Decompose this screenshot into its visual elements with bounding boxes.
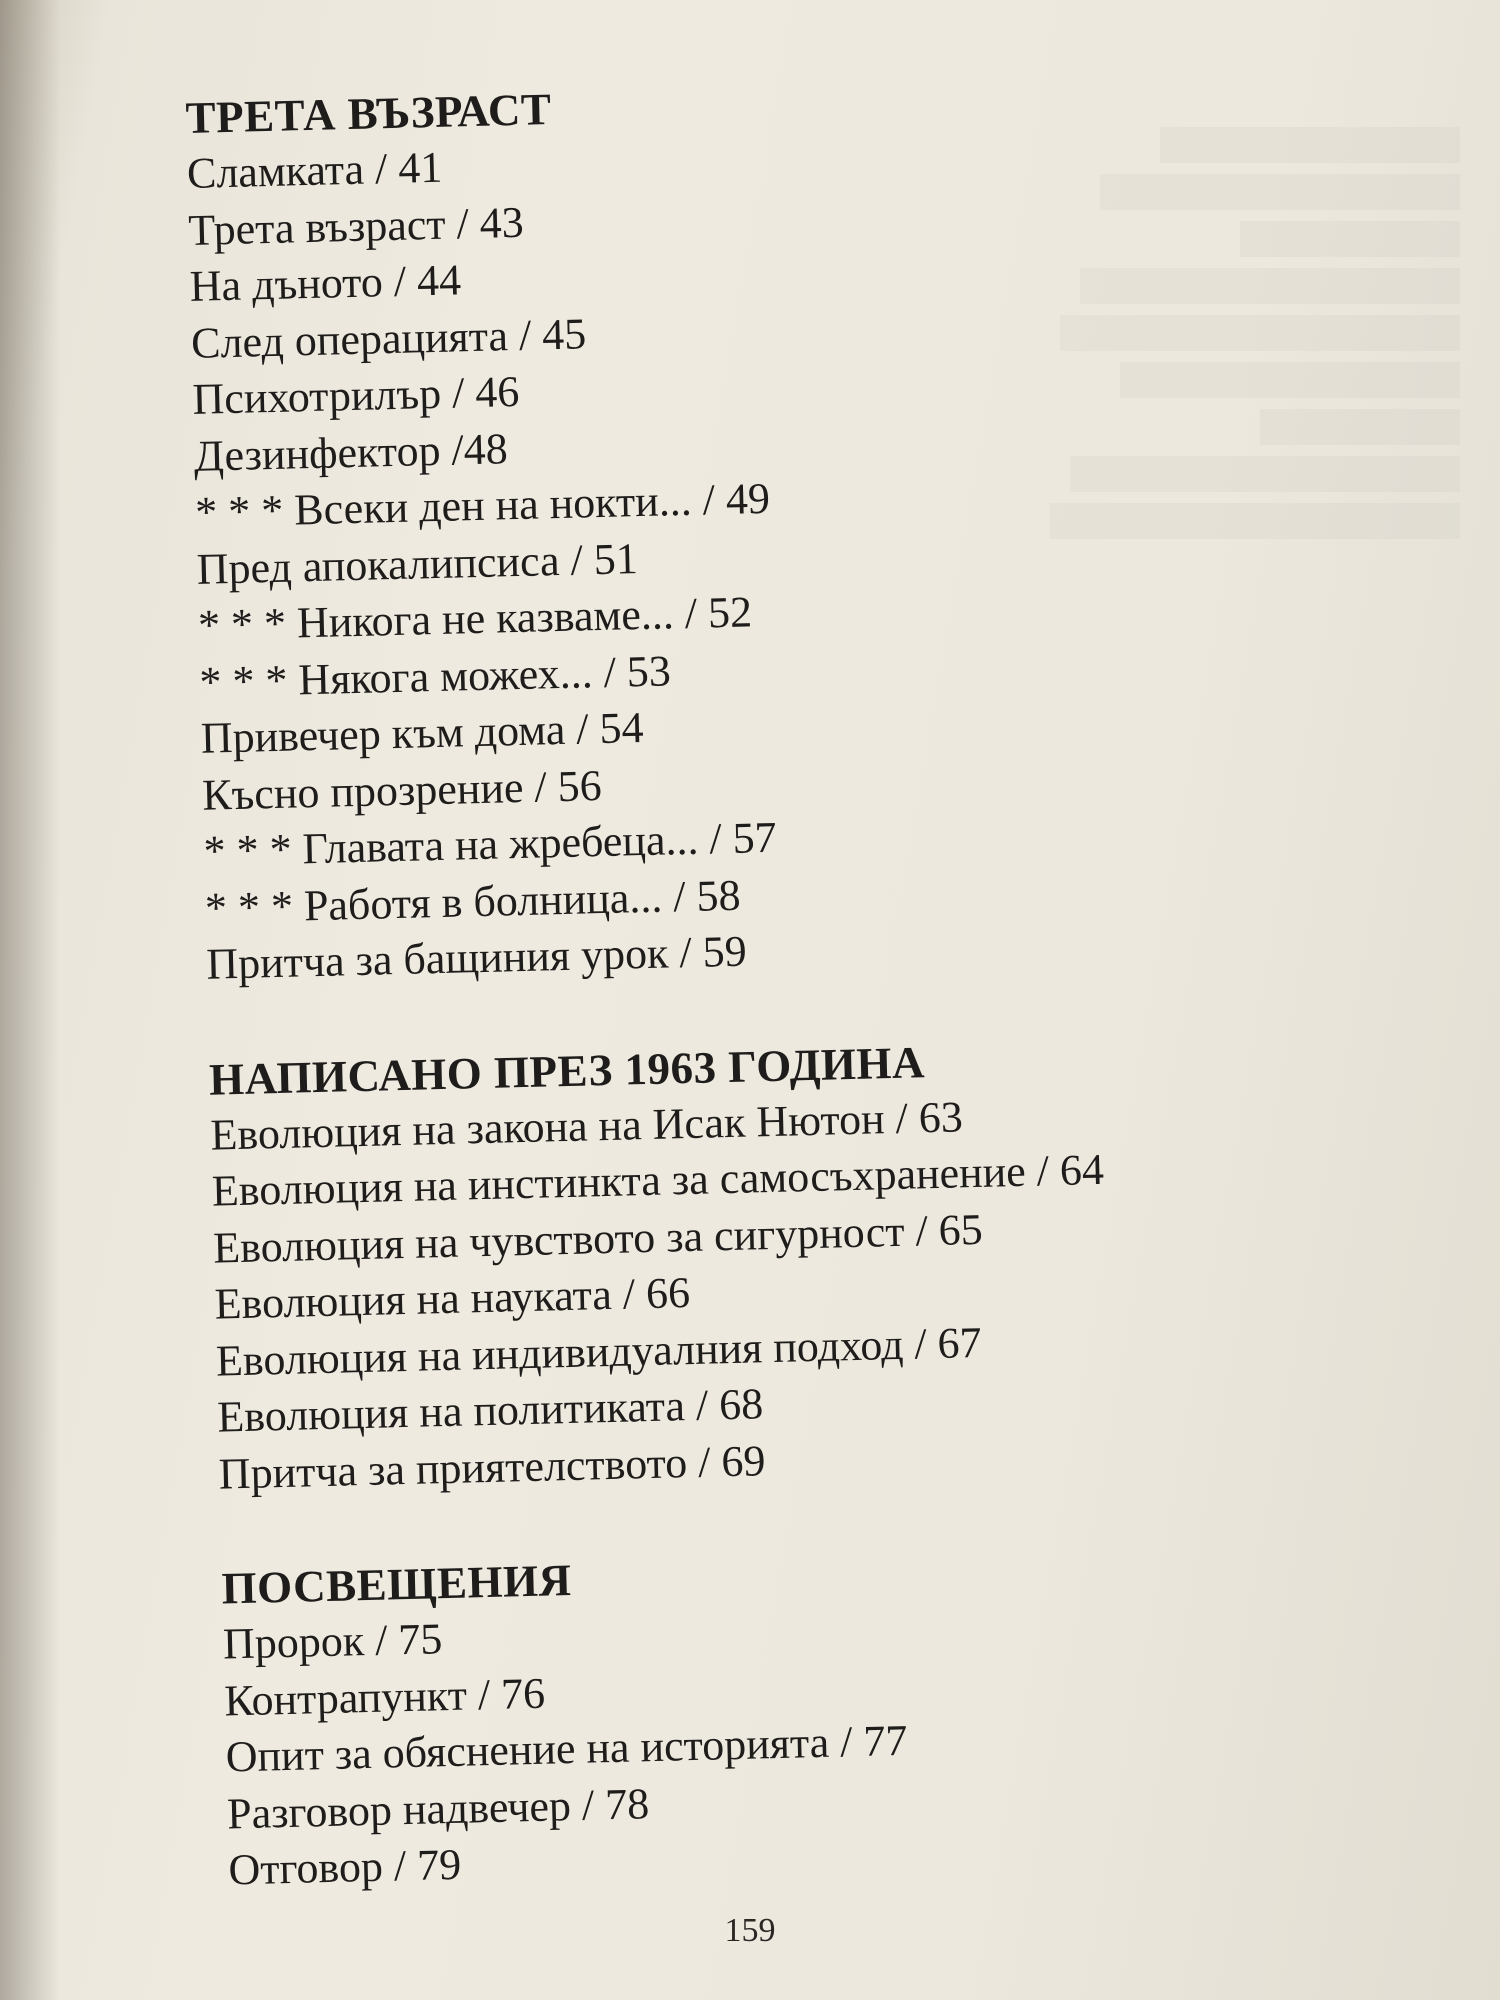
- toc-entry: Контрапункт / 76: [223, 1668, 546, 1726]
- toc-entry: Еволюция на политиката / 68: [216, 1379, 764, 1442]
- page-number: 159: [724, 1912, 776, 1949]
- section-heading: ТРЕТА ВЪЗРАСТ: [185, 84, 553, 143]
- toc-entry: * * * Някога можех... / 53: [198, 645, 672, 707]
- toc-entry: * * * Всеки ден на нокти... / 49: [194, 473, 771, 537]
- toc-section-napisano-1963: [208, 1023, 1369, 1502]
- table-of-contents: [185, 62, 1380, 1957]
- toc-entry: След операцията / 45: [190, 308, 587, 368]
- toc-entry: Опит за обяснение на историята / 77: [225, 1715, 909, 1782]
- toc-entry: Притча за приятелството / 69: [218, 1435, 766, 1499]
- toc-entry: Късно прозрение / 56: [201, 760, 603, 820]
- toc-entry: Отговор / 79: [227, 1839, 462, 1895]
- toc-entry: Психотрилър / 46: [191, 366, 520, 424]
- toc-entry: * * * Работя в болница... / 58: [204, 870, 742, 933]
- section-heading: НАПИСАНО ПРЕЗ 1963 ГОДИНА: [208, 1036, 926, 1105]
- section-heading: ПОСВЕЩЕНИЯ: [221, 1555, 573, 1614]
- toc-section-treta-vazrast: [185, 62, 1357, 993]
- toc-entry: Еволюция на науката / 66: [214, 1268, 691, 1329]
- toc-entry: Пред апокалипсиса / 51: [196, 533, 639, 594]
- toc-entry: Привечер към дома / 54: [200, 702, 645, 763]
- toc-entry: Дезинфектор /48: [193, 423, 509, 481]
- toc-entry: На дъното / 44: [189, 255, 462, 311]
- toc-entry: Еволюция на инстинкта за самосъхранение / 64: [211, 1144, 1105, 1216]
- toc-entry: * * * Главата на жребеца... / 57: [203, 812, 778, 876]
- toc-entry: Еволюция на закона на Исак Нютон / 63: [209, 1091, 964, 1160]
- spine-shadow: [0, 0, 60, 2000]
- toc-entry: Пророк / 75: [222, 1614, 443, 1669]
- toc-entry: Разговор надвечер / 78: [226, 1778, 650, 1838]
- toc-entry: Трета възраст / 43: [187, 197, 525, 255]
- toc-entry: Еволюция на чувството за сигурност / 65: [212, 1204, 984, 1273]
- toc-entry: Еволюция на индивидуалния подход / 67: [215, 1317, 983, 1386]
- toc-entry: Сламката / 41: [186, 142, 443, 198]
- toc-entry: Притча за бащиния урок / 59: [205, 926, 748, 989]
- toc-entry: * * * Никога не казваме... / 52: [197, 587, 753, 650]
- toc-section-posveshtenia: [221, 1532, 1379, 1898]
